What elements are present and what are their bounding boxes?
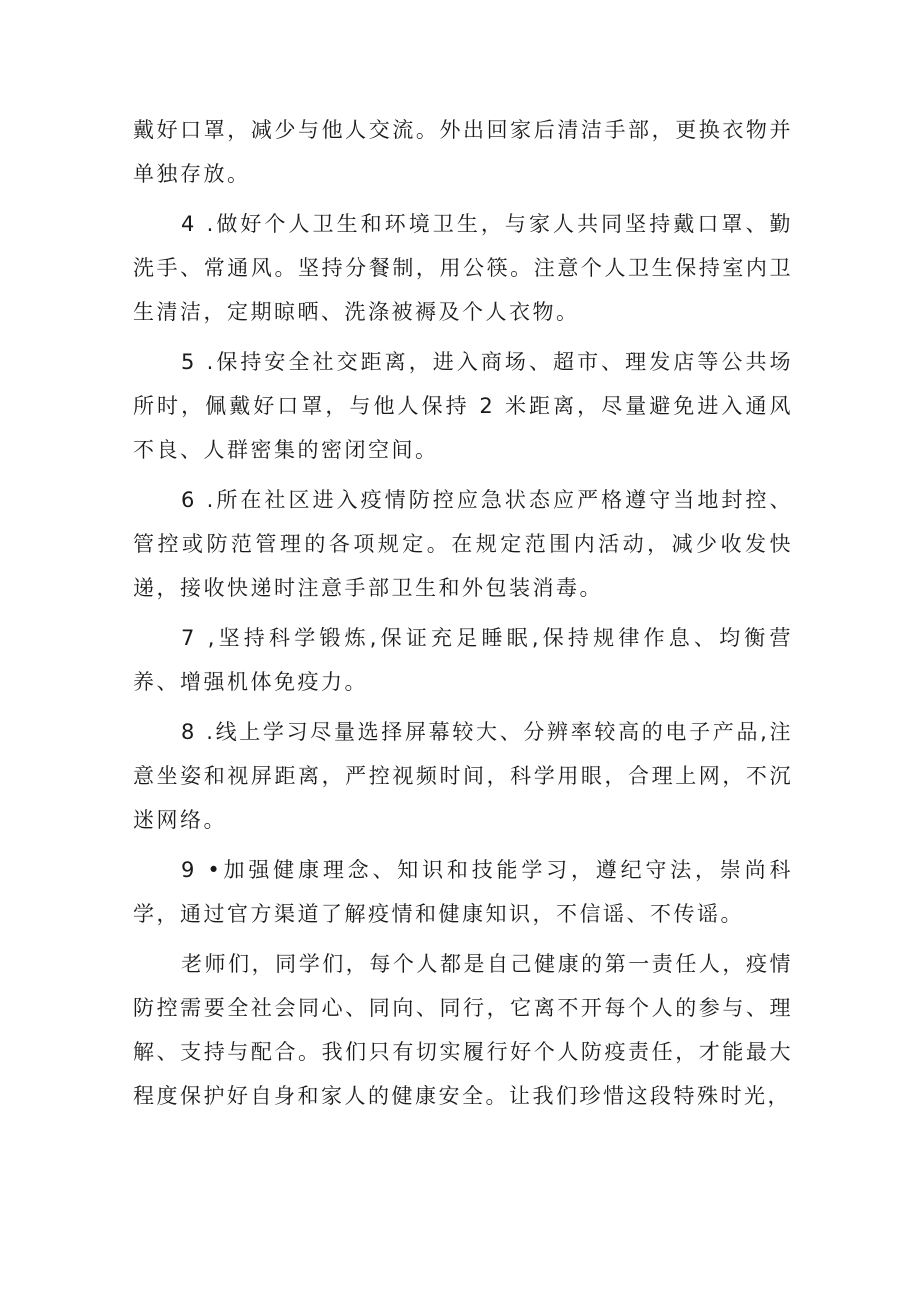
paragraph-item-9: 9 •加强健康理念、知识和技能学习，遵纪守法，崇尚科学，通过官方渠道了解疫情和健康知识，不信谣、不传谣。 <box>133 858 793 926</box>
paragraph-item-4: 4 .做好个人卫生和环境卫生，与家人共同坚持戴口罩、勤洗手、常通风。坚持分餐制，用公筷。注意个人卫生保持室内卫生清洁，定期晾晒、洗涤被褥及个人衣物。 <box>133 212 793 324</box>
paragraph-continuation: 戴好口罩，减少与他人交流。外出回家后清洁手部，更换衣物并单独存放。 <box>133 118 793 186</box>
paragraph-item-7: 7 ,坚持科学锻炼,保证充足睡眠,保持规律作息、均衡营养、增强机体免疫力。 <box>133 626 793 694</box>
paragraph-item-6: 6 .所在社区进入疫情防控应急状态应严格遵守当地封控、管控或防范管理的各项规定。在规定范围内活动，减少收发快递，接收快递时注意手部卫生和外包装消毒。 <box>133 488 793 600</box>
document-body <box>133 108 793 1124</box>
paragraph-item-8: 8 .线上学习尽量选择屏幕较大、分辨率较高的电子产品,注意坐姿和视屏距离，严控视频时间，科学用眼，合理上网，不沉迷网络。 <box>133 720 793 832</box>
paragraph-closing: 老师们，同学们，每个人都是自己健康的第一责任人，疫情防控需要全社会同心、同向、同行，它离不开每个人的参与、理解、支持与配合。我们只有切实履行好个人防疫责任，才能最大程度保护好自身和家人的健康安全。让我们珍惜这段特殊时光， <box>133 952 793 1108</box>
paragraph-item-5: 5 .保持安全社交距离，进入商场、超市、理发店等公共场所时，佩戴好口罩，与他人保持 2 米距离，尽量避免进入通风不良、人群密集的密闭空间。 <box>133 350 793 462</box>
